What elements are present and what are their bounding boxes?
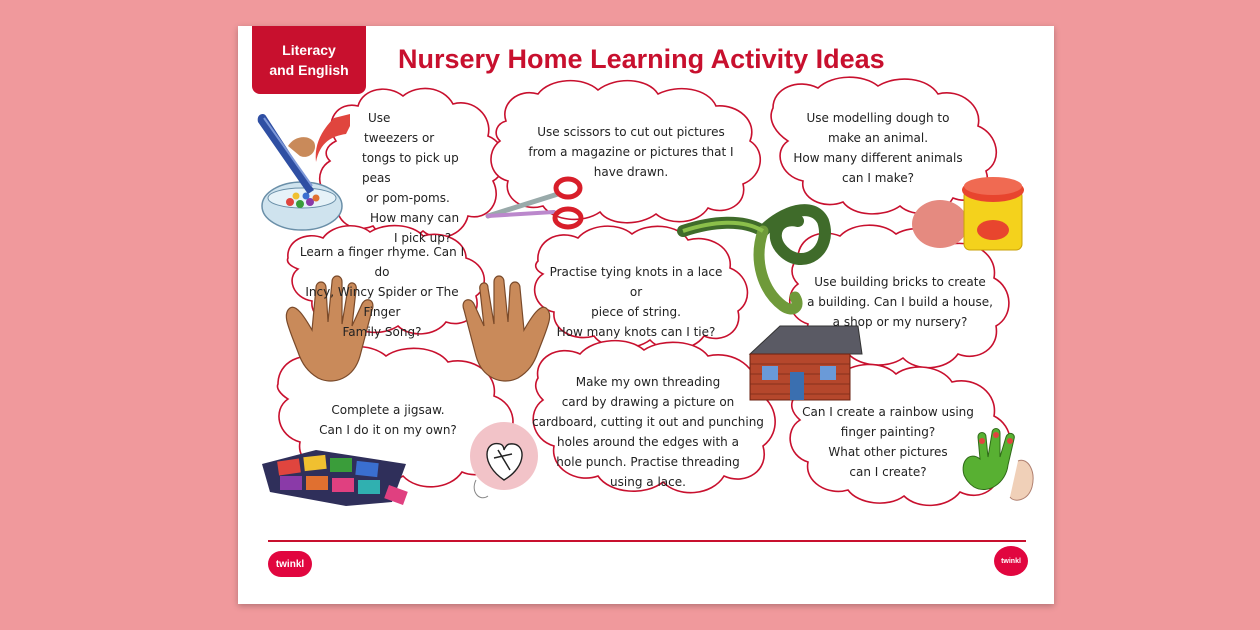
fine-print [268,518,1028,532]
text-line: using a lace. [610,475,686,489]
text-line: from a magazine or pictures that I [528,145,734,159]
text-line: card by drawing a picture on [561,395,735,409]
text-line: I pick up? [394,231,452,245]
text-line: make an animal. [827,131,929,145]
text-line: holes around the edges with a [557,435,739,449]
cloud-text-dough [778,108,978,188]
cloud-text-scissors [516,122,746,182]
text-line: What other pictures [828,445,948,459]
cloud-text-rhyme [292,242,472,342]
text-line: Make my own threading [575,375,721,389]
text-line: finger painting? [840,425,936,439]
text-line: hole punch. Practise threading [556,455,740,469]
badge-line-2: and English [269,62,349,78]
activity-sheet [238,26,1054,604]
text-line: cardboard, cutting it out and punching [532,415,764,429]
twinkl-logo-left[interactable]: twinkl [268,551,312,577]
text-line: Use building bricks to create [814,275,986,289]
text-line: Practise tying knots in a lace or [549,265,723,299]
cloud-text-tweezers [350,108,490,248]
text-line: How many different animals [793,151,963,165]
page-title: Nursery Home Learning Activity Ideas [398,44,885,74]
twinkl-logo-right[interactable]: twinkl [994,546,1028,576]
text-line: a shop or my nursery? [832,315,968,329]
text-line: Incy, Wincy Spider or The Finger [305,285,459,319]
cloud-text-jigsaw [298,400,478,440]
cloud-text-bricks [802,272,998,332]
text-line: can I create? [849,465,927,479]
text-line: How many knots can I tie? [556,325,716,339]
text-line: Can I do it on my own? [319,423,457,437]
cloud-text-knots [542,262,730,342]
footer-divider [268,540,1026,542]
text-line: or pom-poms. [366,191,450,205]
text-line: piece of string. [591,305,681,319]
text-line: tweezers or [364,131,435,145]
text-line: Can I create a rainbow using [802,405,974,419]
text-line: Learn a finger rhyme. Can I do [299,245,465,279]
text-line: can I make? [841,171,915,185]
text-line: Use [368,111,391,125]
cloud-text-rainbow [798,402,978,482]
text-line: have drawn. [593,165,669,179]
text-line: Family Song? [342,325,422,339]
text-line: tongs to pick up peas [362,151,459,185]
text-line: How many can [370,211,460,225]
cloud-text-threading [528,372,768,492]
text-line: Use modelling dough to [806,111,950,125]
text-line: Use scissors to cut out pictures [537,125,725,139]
badge-line-1: Literacy [282,42,336,58]
text-line: a building. Can I build a house, [807,295,993,309]
text-line: Complete a jigsaw. [331,403,445,417]
